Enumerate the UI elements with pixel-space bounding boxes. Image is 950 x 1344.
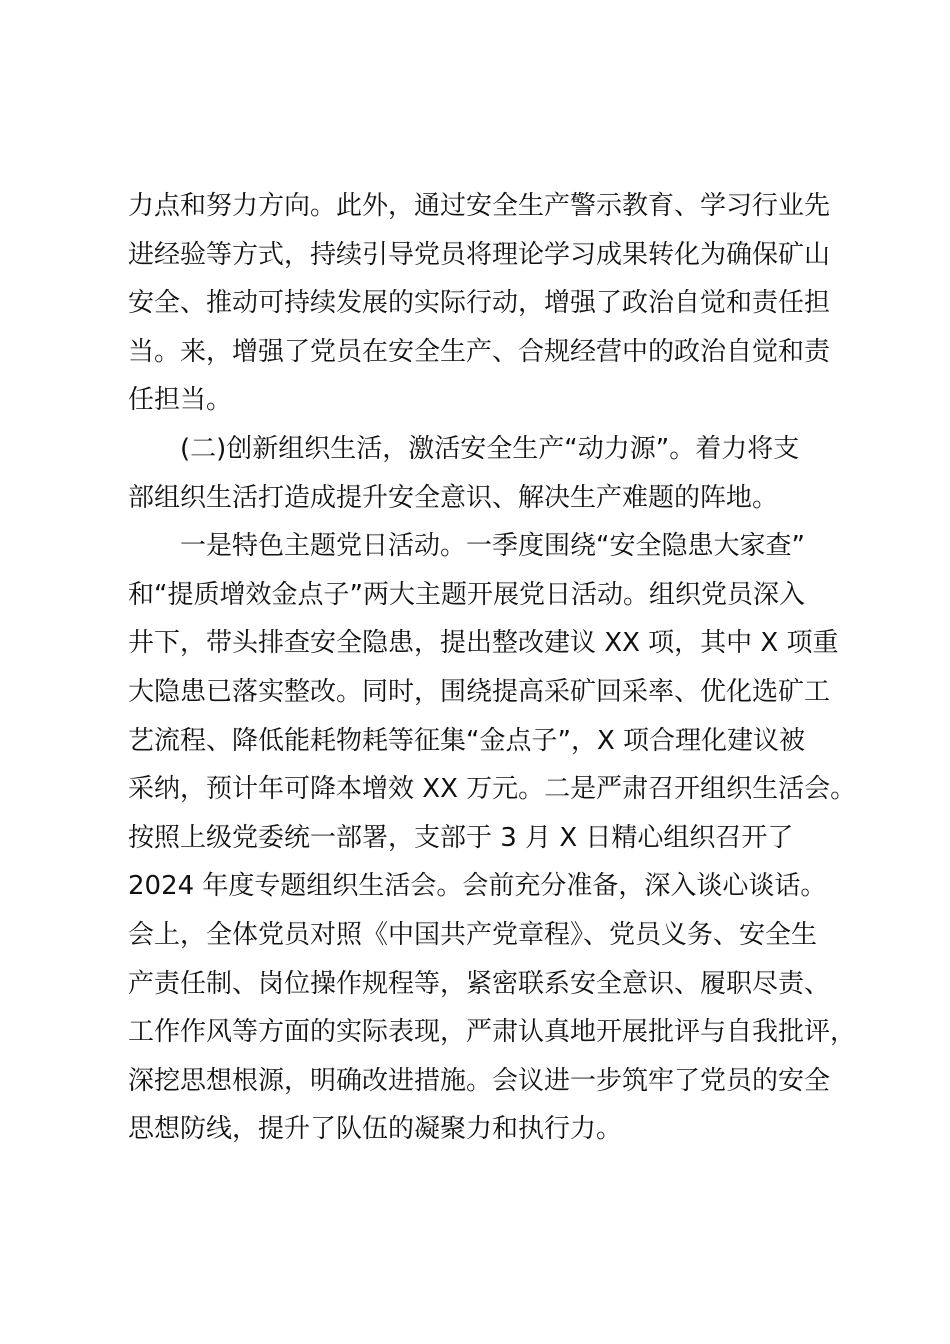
text-line: 采纳，预计年可降本增效 XX 万元。二是严肃召开组织生活会。 bbox=[128, 774, 857, 805]
paragraph-1 bbox=[128, 182, 848, 425]
text-line: 深挖思想根源，明确改进措施。会议进一步筑牢了党员的安全 bbox=[128, 1065, 831, 1096]
text-line: 思想防线，提升了队伍的凝聚力和执行力。 bbox=[128, 1114, 623, 1145]
text-line: 一是特色主题党日活动。一季度围绕“安全隐患大家查” bbox=[180, 531, 805, 562]
text-line: 会上，全体党员对照《中国共产党章程》、党员义务、安全生 bbox=[128, 919, 818, 950]
text-line: 当。来，增强了党员在安全生产、合规经营中的政治自觉和责 bbox=[128, 336, 831, 367]
text-line: 进经验等方式，持续引导党员将理论学习成果转化为确保矿山 bbox=[128, 239, 831, 270]
text-line: 按照上级党委统一部署，支部于 3 月 X 日精心组织召开了 bbox=[128, 822, 794, 853]
text-line: 安全、推动可持续发展的实际行动，增强了政治自觉和责任担 bbox=[128, 288, 831, 319]
text-line: 大隐患已落实整改。同时，围绕提高采矿回采率、优化选矿工 bbox=[128, 676, 831, 707]
section-heading-line: (二)创新组织生活，激活安全生产“动力源”。着力将支 bbox=[180, 433, 800, 464]
text-line: 和“提质增效金点子”两大主题开展党日活动。组织党员深入 bbox=[128, 579, 805, 610]
text-line: 产责任制、岗位操作规程等，紧密联系安全意识、履职尽责、 bbox=[128, 968, 831, 999]
text-line: 部组织生活打造成提升安全意识、解决生产难题的阵地。 bbox=[128, 482, 779, 513]
document-body bbox=[128, 182, 857, 1154]
text-line: 任担当。 bbox=[128, 385, 233, 416]
text-line: 艺流程、降低能耗物耗等征集“金点子”，X 项合理化建议被 bbox=[128, 725, 806, 756]
paragraph-3 bbox=[128, 522, 857, 1154]
text-line: 2024 年度专题组织生活会。会前充分准备，深入谈心谈话。 bbox=[128, 871, 827, 902]
text-line: 工作作风等方面的实际表现，严肃认真地开展批评与自我批评， bbox=[128, 1017, 857, 1048]
text-line: 力点和努力方向。此外，通过安全生产警示教育、学习行业先 bbox=[128, 191, 831, 221]
text-line: 井下，带头排查安全隐患，提出整改建议 XX 项，其中 X 项重 bbox=[128, 628, 839, 659]
paragraph-2 bbox=[128, 425, 848, 522]
